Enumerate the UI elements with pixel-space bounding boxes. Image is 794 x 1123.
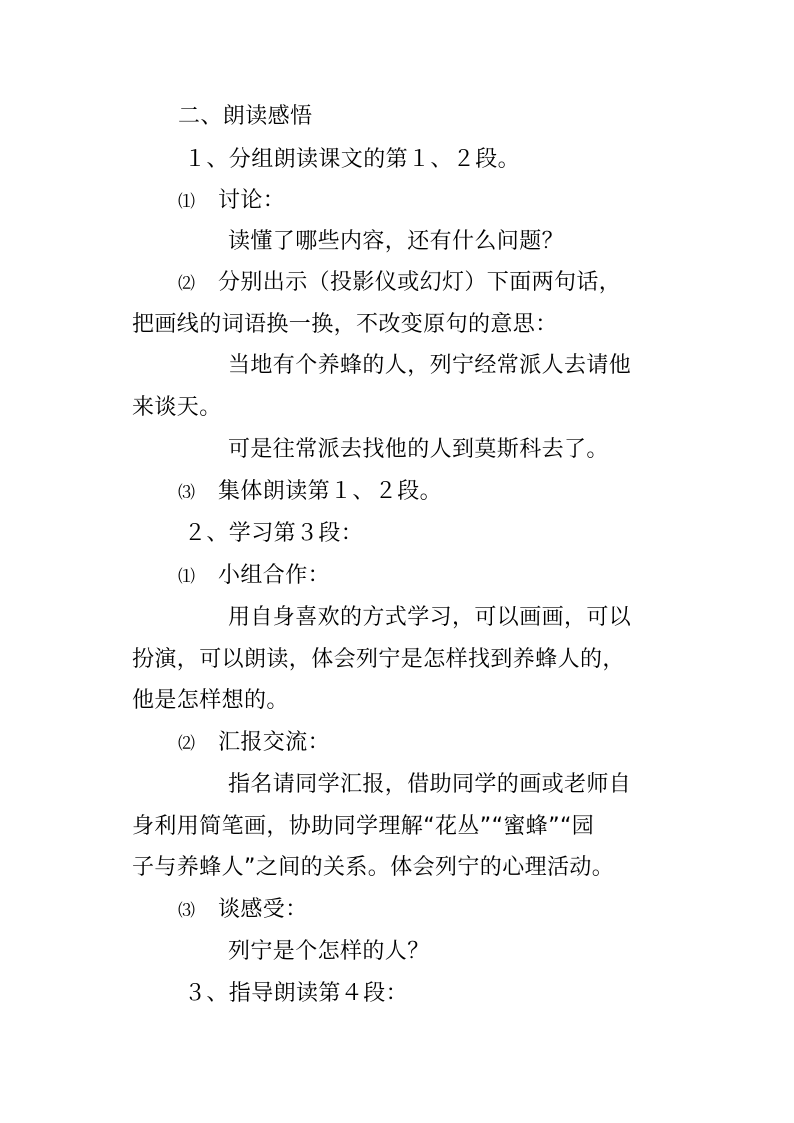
- numbered-item-2: ２、学习第３段：: [184, 521, 364, 546]
- sub-item: [178, 477, 442, 508]
- paragraph-line: 身利用简笔画，协助同学理解“花丛”“蜜蜂”“园: [132, 814, 595, 839]
- sub-item-text: 汇报交流：: [218, 730, 331, 755]
- sub-item: [178, 561, 330, 592]
- sub-item-number: ⑵: [178, 734, 196, 754]
- paragraph-line: 读懂了哪些内容，还有什么问题？: [228, 229, 565, 254]
- sub-item: [178, 186, 285, 217]
- paragraph-line: 来谈天。: [132, 395, 222, 420]
- paragraph-line: 子与养蜂人”之间的关系。体会列宁的心理活动。: [132, 855, 615, 880]
- numbered-item-3: ３、指导朗读第４段：: [184, 981, 409, 1006]
- numbered-item-1: １、分组朗读课文的第１、２段。: [184, 147, 521, 172]
- paragraph-line: 他是怎样想的。: [132, 688, 289, 713]
- sub-item: [178, 268, 621, 299]
- sub-item: [178, 728, 330, 759]
- sub-item-text: 讨论：: [218, 188, 286, 213]
- paragraph-line: 可是往常派去找他的人到莫斯科去了。: [228, 437, 609, 462]
- sub-item-number: ⑴: [178, 192, 196, 212]
- paragraph-line: 用自身喜欢的方式学习，可以画画，可以: [228, 605, 632, 630]
- sub-item: [178, 895, 308, 926]
- sub-item-number: ⑴: [178, 567, 196, 587]
- sub-item-number: ⑵: [178, 274, 196, 294]
- paragraph-line: 指名请同学汇报，借助同学的画或老师自: [228, 772, 632, 797]
- section-title: 二、朗读感悟: [178, 104, 313, 129]
- sub-item-number: ⑶: [178, 901, 196, 921]
- sub-item-number: ⑶: [178, 483, 196, 503]
- sub-item-text: 集体朗读第１、２段。: [218, 479, 443, 504]
- sub-item-text: 谈感受：: [218, 897, 308, 922]
- sub-item-text: 小组合作：: [218, 563, 331, 588]
- paragraph-line: 把画线的词语换一换，不改变原句的意思：: [132, 312, 558, 337]
- paragraph-line: 当地有个养蜂的人，列宁经常派人去请他: [228, 353, 632, 378]
- paragraph-line: 扮演，可以朗读，体会列宁是怎样找到养蜂人的，: [132, 647, 625, 672]
- paragraph-line: 列宁是个怎样的人？: [228, 939, 430, 964]
- sub-item-text: 分别出示（投影仪或幻灯）下面两句话，: [218, 270, 622, 295]
